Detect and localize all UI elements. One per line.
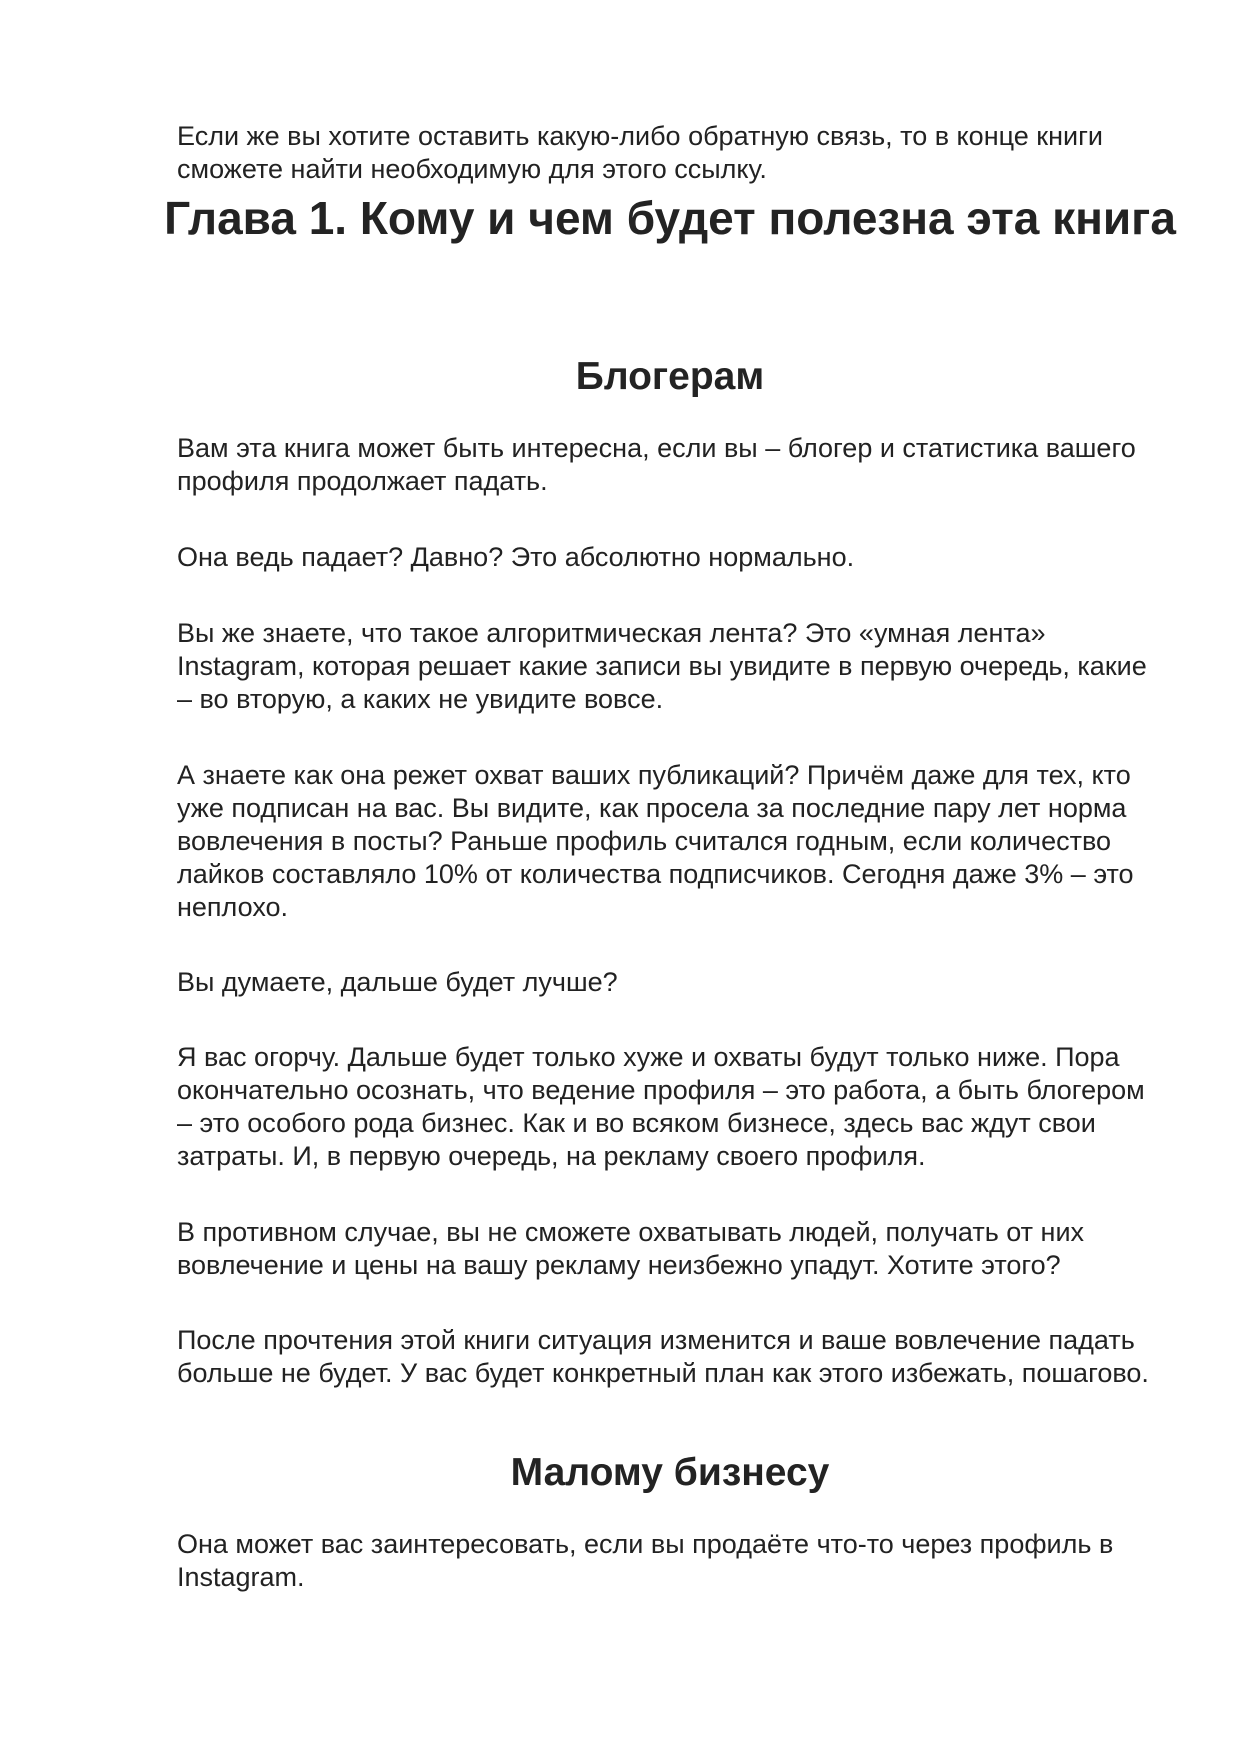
paragraph: После прочтения этой книги ситуация изменится и ваше вовлечение падать больше не будет. У вас будет конкретный план как этого избежать, пошагово. bbox=[177, 1325, 1149, 1388]
paragraph: Вы же знаете, что такое алгоритмическая лента? Это «умная лента» Instagram, которая решает какие записи вы увидите в первую очередь, какие – во вторую, а каких не увидите вовсе. bbox=[177, 618, 1147, 714]
intro-paragraph: Если же вы хотите оставить какую-либо обратную связь, то в конце книги сможете найти необходимую для этого ссылку. bbox=[177, 121, 1104, 184]
paragraph: Я вас огорчу. Дальше будет только хуже и охваты будут только ниже. Пора окончательно осознать, что ведение профиля – это работа, а быть блогером – это особого рода бизнес. Как и во всяком бизнесе, здесь вас ждут свои затраты. И, в первую очередь, на рекламу своего профиля. bbox=[177, 1042, 1145, 1171]
paragraph: В противном случае, вы не сможете охватывать людей, получать от них вовлечение и цены на вашу рекламу неизбежно упадут. Хотите этого? bbox=[177, 1217, 1085, 1280]
paragraph: Она может вас заинтересовать, если вы продаёте что-то через профиль в Instagram. bbox=[177, 1529, 1114, 1592]
paragraph: Вы думаете, дальше будет лучше? bbox=[177, 967, 618, 997]
section-title-small-business: Малому бизнесу bbox=[510, 1451, 830, 1494]
paragraph: Она ведь падает? Давно? Это абсолютно нормально. bbox=[177, 542, 855, 572]
paragraph: А знаете как она режет охват ваших публикаций? Причём даже для тех, кто уже подписан на вас. Вы видите, как просела за последние пару лет норма вовлечения в посты? Раньше профиль считался годным, если количество лайков составляло 10% от количества подписчиков. Сегодня даже 3% – это неплохо. bbox=[177, 760, 1134, 922]
section-title-bloggers: Блогерам bbox=[575, 355, 765, 398]
paragraph: Вам эта книга может быть интересна, если вы – блогер и статистика вашего профиля продолжает падать. bbox=[177, 433, 1136, 496]
chapter-title: Глава 1. Кому и чем будет полезна эта книга bbox=[164, 192, 1176, 244]
